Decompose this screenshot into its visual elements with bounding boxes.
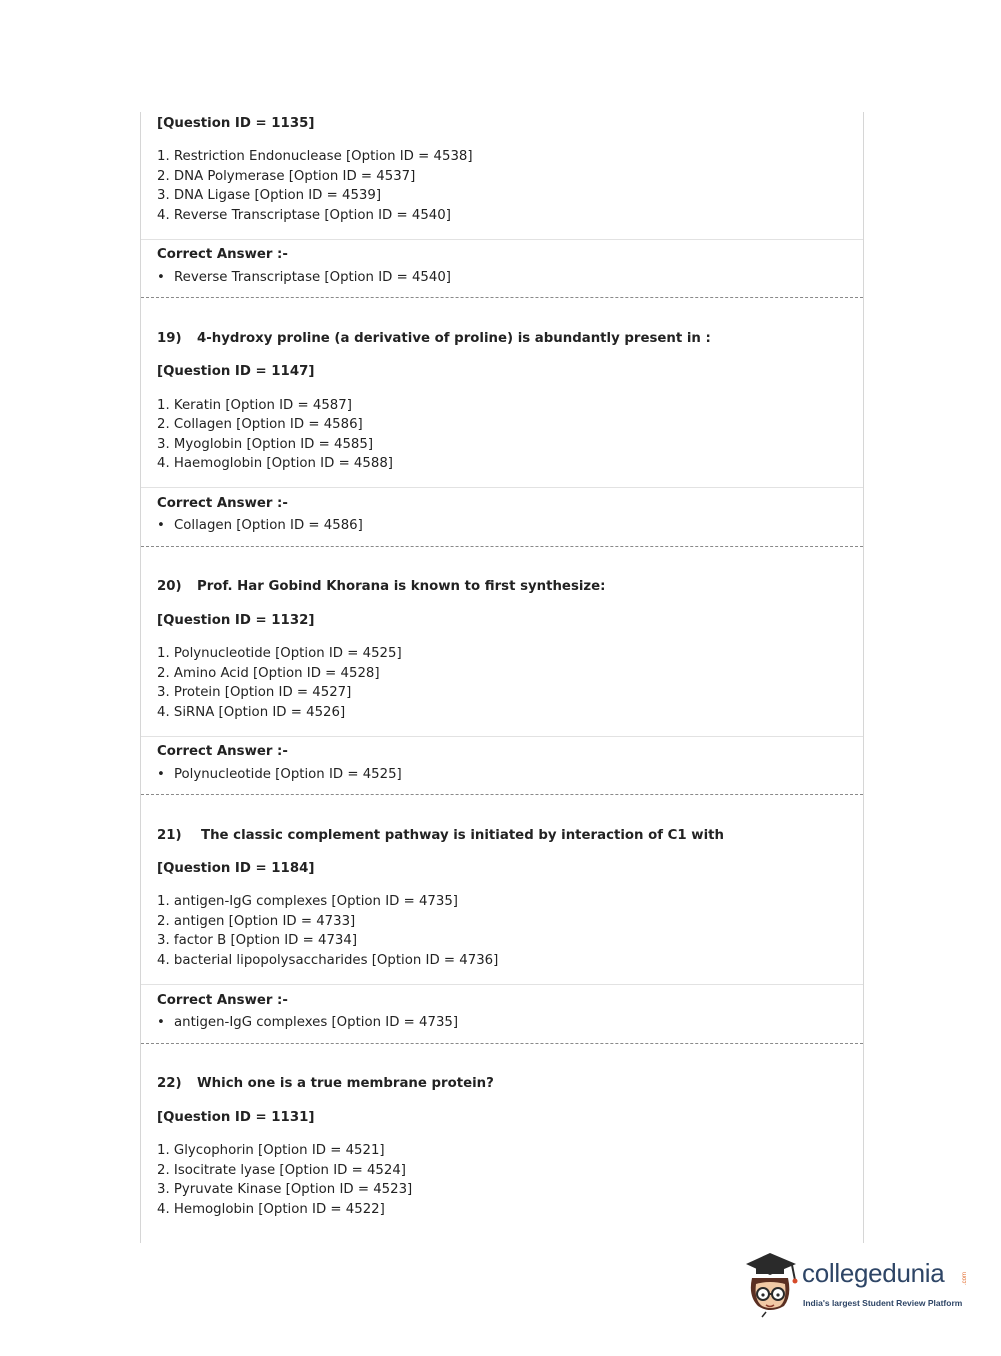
correct-answer-label: Correct Answer :- — [157, 247, 288, 262]
option-1: 1. antigen-IgG complexes [Option ID = 4735] — [157, 894, 458, 909]
option-3: 3. Pyruvate Kinase [Option ID = 4523] — [157, 1182, 413, 1197]
question-id: [Question ID = 1184] — [157, 861, 315, 876]
question-id: [Question ID = 1147] — [157, 364, 315, 379]
bullet-icon: • — [157, 767, 165, 782]
question-title — [157, 827, 724, 845]
question-separator — [141, 546, 863, 547]
correct-answer-label: Correct Answer :- — [157, 496, 288, 511]
question-number: 19) — [157, 331, 182, 346]
question-id: [Question ID = 1131] — [157, 1110, 315, 1125]
option-1: 1. Keratin [Option ID = 4587] — [157, 398, 352, 413]
correct-answer: • Collagen [Option ID = 4586] — [157, 518, 363, 533]
option-1: 1. Restriction Endonuclease [Option ID = 4538] — [157, 149, 473, 164]
correct-answer-label: Correct Answer :- — [157, 744, 288, 759]
option-4: 4. Hemoglobin [Option ID = 4522] — [157, 1202, 385, 1217]
option-2: 2. antigen [Option ID = 4733] — [157, 914, 356, 929]
question-separator — [141, 297, 863, 298]
option-1: 1. Glycophorin [Option ID = 4521] — [157, 1143, 385, 1158]
correct-answer: • Reverse Transcriptase [Option ID = 4540] — [157, 270, 451, 285]
option-2: 2. Collagen [Option ID = 4586] — [157, 417, 363, 432]
logo-tagline: India's largest Student Review Platform — [803, 1298, 963, 1308]
question-title — [157, 330, 711, 348]
divider — [141, 736, 863, 737]
option-4: 4. SiRNA [Option ID = 4526] — [157, 705, 346, 720]
option-3: 3. Protein [Option ID = 4527] — [157, 685, 352, 700]
question-number: 20) — [157, 579, 182, 594]
option-4: 4. Reverse Transcriptase [Option ID = 4540] — [157, 208, 451, 223]
logo-wordmark: collegedunia — [802, 1258, 945, 1288]
question-panel — [140, 112, 864, 1243]
option-3: 3. Myoglobin [Option ID = 4585] — [157, 437, 374, 452]
option-4: 4. Haemoglobin [Option ID = 4588] — [157, 456, 393, 471]
logo-suffix: .com — [962, 1272, 968, 1286]
bullet-icon: • — [157, 270, 165, 285]
bullet-icon: • — [157, 1015, 165, 1030]
question-separator — [141, 1043, 863, 1044]
divider — [141, 487, 863, 488]
question-text: Which one is a true membrane protein? — [197, 1076, 494, 1091]
option-3: 3. factor B [Option ID = 4734] — [157, 933, 358, 948]
question-title — [157, 1075, 494, 1093]
collegedunia-logo[interactable] — [740, 1250, 980, 1320]
question-separator — [141, 794, 863, 795]
question-number: 21) — [157, 828, 182, 843]
option-2: 2. Isocitrate lyase [Option ID = 4524] — [157, 1163, 406, 1178]
option-1: 1. Polynucleotide [Option ID = 4525] — [157, 646, 402, 661]
option-4: 4. bacterial lipopolysaccharides [Option ID = 4736] — [157, 953, 499, 968]
question-text: 4-hydroxy proline (a derivative of proline) is abundantly present in : — [197, 331, 711, 346]
option-3: 3. DNA Ligase [Option ID = 4539] — [157, 188, 382, 203]
divider — [141, 984, 863, 985]
correct-answer: • antigen-IgG complexes [Option ID = 4735] — [157, 1015, 459, 1030]
divider — [141, 239, 863, 240]
question-id: [Question ID = 1135] — [157, 116, 315, 131]
question-number: 22) — [157, 1076, 182, 1091]
question-title — [157, 578, 606, 596]
bullet-icon: • — [157, 518, 165, 533]
correct-answer-label: Correct Answer :- — [157, 993, 288, 1008]
question-id: [Question ID = 1132] — [157, 613, 315, 628]
correct-answer: • Polynucleotide [Option ID = 4525] — [157, 767, 402, 782]
option-2: 2. DNA Polymerase [Option ID = 4537] — [157, 169, 416, 184]
mascot-icon — [740, 1250, 802, 1320]
option-2: 2. Amino Acid [Option ID = 4528] — [157, 666, 380, 681]
question-text: The classic complement pathway is initiated by interaction of C1 with — [201, 828, 724, 843]
question-text: Prof. Har Gobind Khorana is known to first synthesize: — [197, 579, 606, 594]
